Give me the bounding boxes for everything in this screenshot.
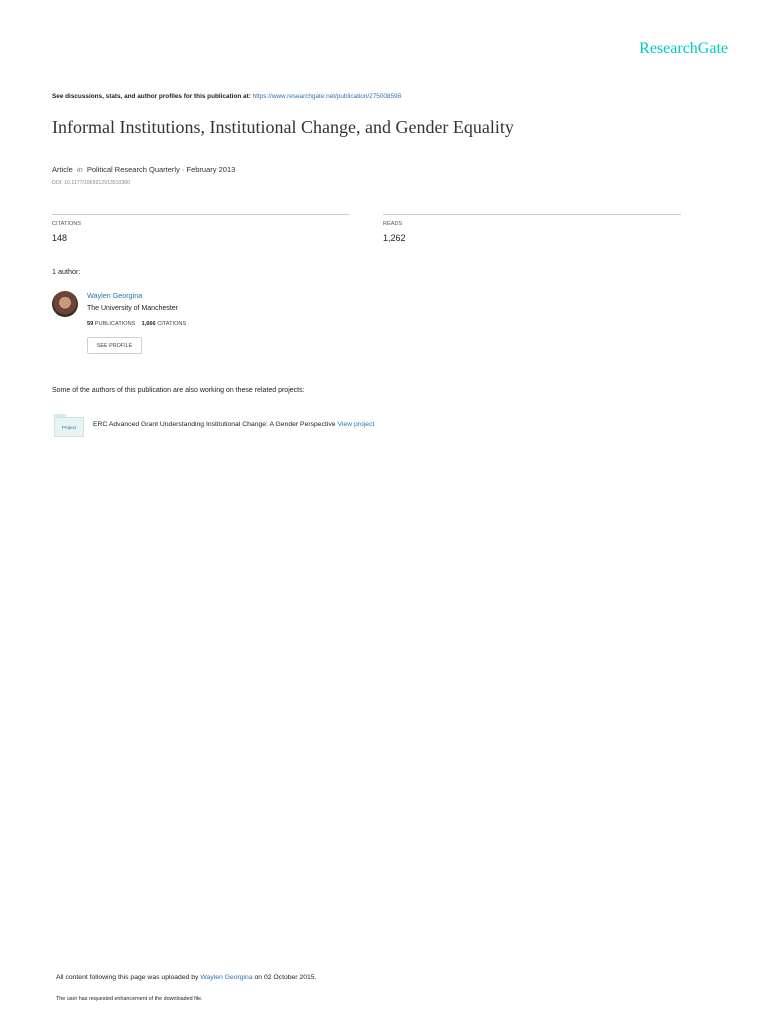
avatar[interactable] xyxy=(52,291,78,317)
researchgate-logo[interactable]: ResearchGate xyxy=(639,40,728,57)
project-icon-label: Project xyxy=(54,417,84,437)
upload-suffix: on 02 October 2015. xyxy=(254,974,317,981)
article-type: Article xyxy=(52,165,73,174)
reads-value: 1,262 xyxy=(383,233,406,243)
upload-prefix: All content following this page was uploaded by xyxy=(56,974,199,981)
author-name-link[interactable]: Waylen Georgina xyxy=(87,291,143,300)
doi: DOI: 10.1177/1065912913510360 xyxy=(52,180,131,186)
author-stats xyxy=(87,321,186,327)
see-profile-button[interactable]: SEE PROFILE xyxy=(87,337,142,354)
reads-divider xyxy=(383,214,681,215)
publications-count: 59 xyxy=(87,321,94,327)
discussion-text: See discussions, stats, and author profiles for this publication at: xyxy=(52,93,251,100)
publication-title: Informal Institutions, Institutional Change, and Gender Equality xyxy=(52,117,514,137)
project-folder-icon[interactable] xyxy=(54,414,84,437)
project-entry xyxy=(93,421,374,428)
projects-heading: Some of the authors of this publication are also working on these related projects: xyxy=(52,387,305,394)
article-meta xyxy=(52,165,235,174)
author-institution: The University of Manchester xyxy=(87,305,179,312)
enhancement-note: The user has requested enhancement of the downloaded file. xyxy=(56,996,203,1002)
project-title: ERC Advanced Grant Understanding Institutional Change: A Gender Perspective xyxy=(93,421,336,428)
author-citations-label: CITATIONS xyxy=(157,321,187,327)
uploader-link[interactable]: Waylen Georgina xyxy=(200,974,253,981)
discussion-line xyxy=(52,93,401,100)
citations-label: CITATIONS xyxy=(52,221,82,227)
upload-note xyxy=(56,974,316,981)
authors-heading: 1 author: xyxy=(52,267,81,276)
citations-value: 148 xyxy=(52,233,68,243)
citations-divider xyxy=(52,214,350,215)
publication-link[interactable]: https://www.researchgate.net/publication/275008598 xyxy=(252,93,402,100)
journal-info: Political Research Quarterly · February 2013 xyxy=(86,165,236,174)
reads-label: READS xyxy=(383,221,403,227)
author-citations-count: 1,666 xyxy=(141,321,156,327)
article-in: in xyxy=(76,165,83,174)
view-project-link[interactable]: View project xyxy=(337,421,375,428)
publications-label: PUBLICATIONS xyxy=(94,321,136,327)
